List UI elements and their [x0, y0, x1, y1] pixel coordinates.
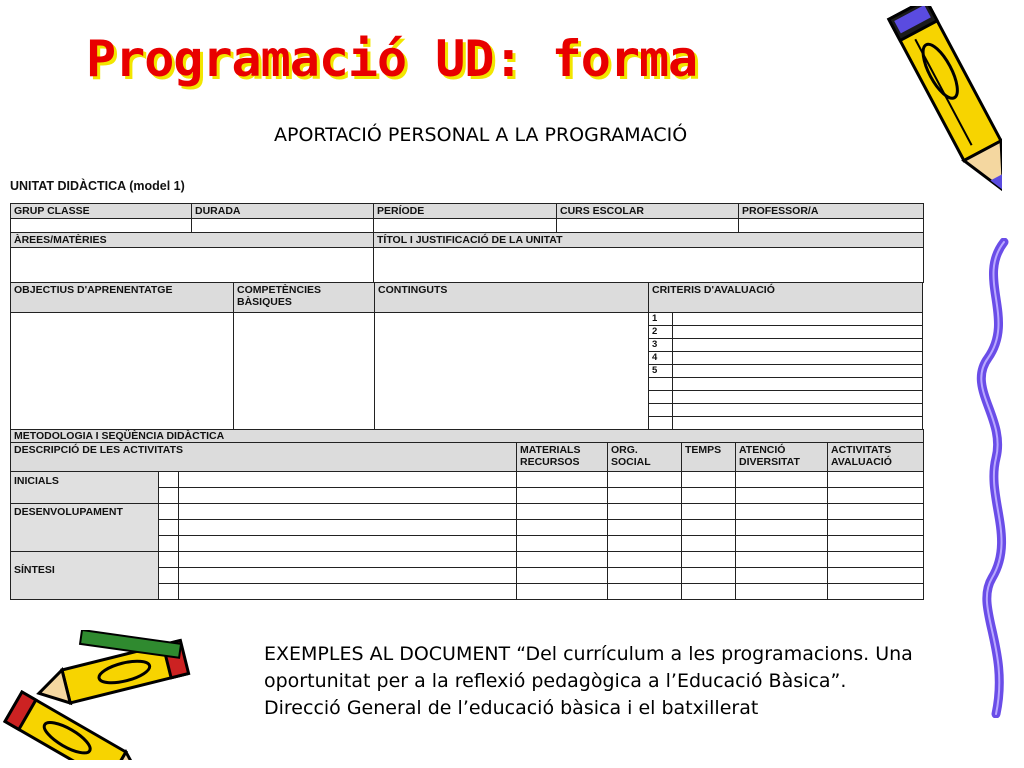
slide-subtitle: APORTACIÓ PERSONAL A LA PROGRAMACIÓ — [274, 124, 688, 146]
activity-cell[interactable] — [682, 568, 736, 584]
activity-cell[interactable] — [517, 584, 608, 600]
activity-cell[interactable] — [608, 552, 682, 568]
activity-cell[interactable] — [828, 552, 924, 568]
competencies-field[interactable] — [234, 313, 375, 430]
competencies-label: COMPETÈNCIES BÀSIQUES — [234, 283, 375, 313]
form-heading: UNITAT DIDÀCTICA (model 1) — [10, 179, 185, 193]
activity-cell[interactable] — [828, 568, 924, 584]
criteri-field[interactable] — [673, 378, 923, 391]
form-top-table — [10, 203, 924, 283]
continguts-label: CONTINGUTS — [375, 283, 649, 313]
activity-cell[interactable] — [736, 472, 828, 488]
criteri-field[interactable] — [673, 391, 923, 404]
activity-cell[interactable] — [736, 584, 828, 600]
grup-classe-label: GRUP CLASSE — [11, 204, 192, 219]
activity-cell[interactable] — [736, 552, 828, 568]
activity-cell[interactable] — [179, 472, 517, 488]
criteri-field[interactable] — [673, 326, 923, 339]
activity-cell[interactable] — [179, 520, 517, 536]
activity-cell[interactable] — [159, 488, 179, 504]
crossed-pencils-icon — [2, 630, 202, 760]
arees-field[interactable] — [11, 248, 374, 283]
activity-cell[interactable] — [517, 536, 608, 552]
activity-cell[interactable] — [179, 552, 517, 568]
activity-cell[interactable] — [682, 504, 736, 520]
avaluacio-label: ACTIVITATS AVALUACIÓ — [828, 443, 924, 472]
durada-field[interactable] — [192, 219, 374, 233]
criteri-number: 5 — [649, 365, 673, 378]
professor-label: PROFESSOR/A — [739, 204, 924, 219]
activity-cell[interactable] — [828, 472, 924, 488]
curs-escolar-label: CURS ESCOLAR — [557, 204, 739, 219]
activity-cell[interactable] — [159, 504, 179, 520]
activity-cell[interactable] — [517, 504, 608, 520]
activity-cell[interactable] — [828, 536, 924, 552]
descripcio-label: DESCRIPCIÓ DE LES ACTIVITATS — [11, 443, 517, 472]
squiggle-line — [966, 238, 1022, 718]
activity-cell[interactable] — [828, 520, 924, 536]
periode-field[interactable] — [374, 219, 557, 233]
grup-classe-field[interactable] — [11, 219, 192, 233]
atencio-label: ATENCIÓ DIVERSITAT — [736, 443, 828, 472]
activity-cell[interactable] — [159, 472, 179, 488]
criteri-number — [649, 391, 673, 404]
activity-cell[interactable] — [608, 472, 682, 488]
slide-title: Programació UD: forma — [86, 30, 698, 88]
activity-cell[interactable] — [608, 584, 682, 600]
professor-field[interactable] — [739, 219, 924, 233]
activity-cell[interactable] — [682, 584, 736, 600]
source-note: EXEMPLES AL DOCUMENT “Del currículum a les programacions. Una oportunitat per a la reflexió pedagògica a l’Educació Bàsica”. Direcció General de l’educació bàsica i el batxillerat — [264, 643, 913, 719]
activity-cell[interactable] — [608, 504, 682, 520]
arees-label: ÀREES/MATÈRIES — [11, 233, 374, 248]
phase-inicials: INICIALS — [11, 472, 159, 504]
activity-cell[interactable] — [682, 552, 736, 568]
activity-cell[interactable] — [608, 488, 682, 504]
activity-cell[interactable] — [682, 536, 736, 552]
criteri-number: 4 — [649, 352, 673, 365]
phase-sintesi: SÍNTESI — [11, 552, 159, 600]
activity-cell[interactable] — [736, 488, 828, 504]
activity-cell[interactable] — [828, 488, 924, 504]
objectius-label: OBJECTIUS D'APRENENTATGE — [11, 283, 234, 313]
activity-cell[interactable] — [179, 536, 517, 552]
criteri-field[interactable] — [673, 365, 923, 378]
form-methodology-table — [10, 429, 924, 600]
criteri-number: 1 — [649, 313, 673, 326]
criteri-number — [649, 417, 673, 430]
phase-desenvolupament: DESENVOLUPAMENT — [11, 504, 159, 552]
titol-field[interactable] — [374, 248, 924, 283]
titol-label: TÍTOL I JUSTIFICACIÓ DE LA UNITAT — [374, 233, 924, 248]
criteris-label: CRITERIS D'AVALUACIÓ — [649, 283, 923, 313]
criteri-number — [649, 378, 673, 391]
activity-cell[interactable] — [736, 536, 828, 552]
temps-label: TEMPS — [682, 443, 736, 472]
curs-escolar-field[interactable] — [557, 219, 739, 233]
activity-cell[interactable] — [159, 552, 179, 568]
durada-label: DURADA — [192, 204, 374, 219]
activity-cell[interactable] — [608, 568, 682, 584]
activity-cell[interactable] — [179, 568, 517, 584]
activity-cell[interactable] — [736, 504, 828, 520]
criteri-field[interactable] — [673, 313, 923, 326]
activity-cell[interactable] — [159, 536, 179, 552]
activity-cell[interactable] — [179, 504, 517, 520]
criteri-field[interactable] — [673, 339, 923, 352]
activity-cell[interactable] — [682, 488, 736, 504]
activity-cell[interactable] — [828, 504, 924, 520]
activity-cell[interactable] — [736, 520, 828, 536]
criteri-number: 2 — [649, 326, 673, 339]
criteri-field[interactable] — [673, 417, 923, 430]
activity-cell[interactable] — [159, 584, 179, 600]
activity-cell[interactable] — [179, 488, 517, 504]
activity-cell[interactable] — [159, 568, 179, 584]
activity-cell[interactable] — [517, 552, 608, 568]
activity-cell[interactable] — [517, 568, 608, 584]
activity-cell[interactable] — [682, 520, 736, 536]
activity-cell[interactable] — [736, 568, 828, 584]
activity-cell[interactable] — [608, 536, 682, 552]
activity-cell[interactable] — [159, 520, 179, 536]
activity-cell[interactable] — [179, 584, 517, 600]
periode-label: PERÍODE — [374, 204, 557, 219]
unit-form — [10, 178, 922, 600]
activity-cell[interactable] — [828, 584, 924, 600]
continguts-field[interactable] — [375, 313, 649, 430]
activity-cell[interactable] — [517, 472, 608, 488]
activity-cell[interactable] — [517, 488, 608, 504]
criteri-number: 3 — [649, 339, 673, 352]
criteri-field[interactable] — [673, 404, 923, 417]
materials-label: MATERIALS RECURSOS — [517, 443, 608, 472]
criteri-field[interactable] — [673, 352, 923, 365]
org-social-label: ORG. SOCIAL — [608, 443, 682, 472]
activity-cell[interactable] — [608, 520, 682, 536]
activity-cell[interactable] — [517, 520, 608, 536]
activity-cell[interactable] — [682, 472, 736, 488]
metodologia-label: METODOLOGIA I SEQÜÈNCIA DIDÀCTICA — [11, 430, 924, 443]
objectius-field[interactable] — [11, 313, 234, 430]
criteri-number — [649, 404, 673, 417]
form-middle-table — [10, 282, 923, 430]
